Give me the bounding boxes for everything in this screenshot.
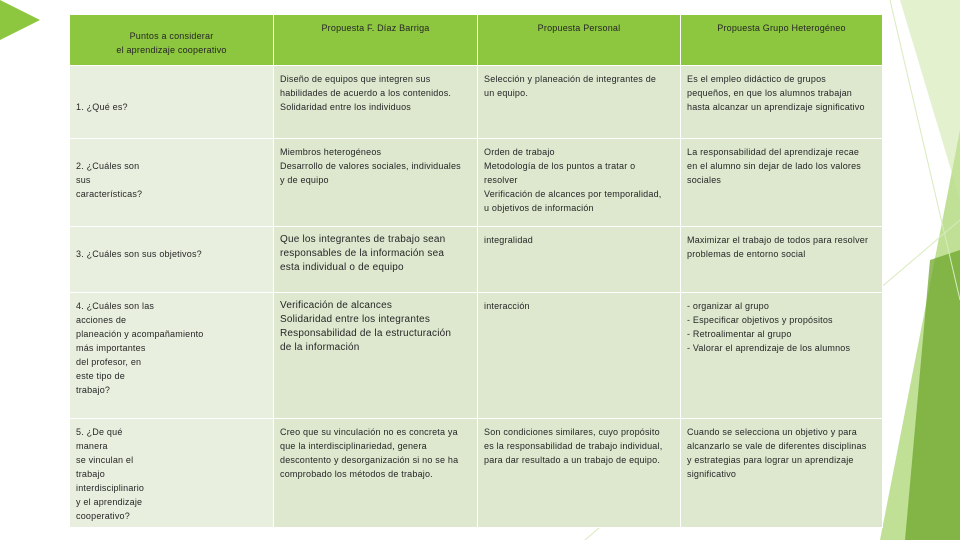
personal-cell: interacción <box>478 293 681 419</box>
question-cell: 2. ¿Cuáles son sus características? <box>70 139 274 227</box>
table-row <box>70 66 883 139</box>
table-row <box>70 419 883 528</box>
question-cell: 1. ¿Qué es? <box>70 66 274 139</box>
question-cell: 5. ¿De qué manera se vinculan el trabajo interdisciplinario y el aprendizaje cooperativo? <box>70 419 274 528</box>
green-triangle-left-icon <box>0 0 40 40</box>
diaz-barriga-cell: Verificación de alcances Solidaridad entre los integrantes Responsabilidad de la estructuración de la información <box>274 293 478 419</box>
heterogeneous-cell: Cuando se selecciona un objetivo y para alcanzarlo se vale de diferentes disciplinas y estrategias para lograr un aprendizaje significativo <box>681 419 883 528</box>
diaz-barriga-cell: Miembros heterogéneos Desarrollo de valores sociales, individuales y de equipo <box>274 139 478 227</box>
personal-cell: Son condiciones similares, cuyo propósito es la responsabilidad de trabajo individual, para dar resultado a un trabajo de equipo. <box>478 419 681 528</box>
question-cell: 3. ¿Cuáles son sus objetivos? <box>70 227 274 293</box>
header-row <box>70 15 883 66</box>
heterogeneous-cell: - organizar al grupo - Especificar objetivos y propósitos - Retroalimentar al grupo - Valorar el aprendizaje de los alumnos <box>681 293 883 419</box>
heterogeneous-cell: Es el empleo didáctico de grupos pequeños, en que los alumnos trabajan hasta alcanzar un aprendizaje significativo <box>681 66 883 139</box>
table-row <box>70 227 883 293</box>
heterogeneous-cell: Maximizar el trabajo de todos para resolver problemas de entorno social <box>681 227 883 293</box>
header-diaz-barriga: Propuesta F. Díaz Barriga <box>274 15 478 66</box>
cooperative-learning-table <box>69 14 883 528</box>
header-points: Puntos a considerar el aprendizaje cooperativo <box>70 15 274 66</box>
personal-cell: Selección y planeación de integrantes de un equipo. <box>478 66 681 139</box>
personal-cell: Orden de trabajo Metodología de los puntos a tratar o resolver Verificación de alcances por temporalidad, u objetivos de información <box>478 139 681 227</box>
question-cell: 4. ¿Cuáles son las acciones de planeación y acompañamiento más importantes del profesor, en este tipo de trabajo? <box>70 293 274 419</box>
table-row <box>70 293 883 419</box>
diaz-barriga-cell: Que los integrantes de trabajo sean responsables de la información sea esta individual o de equipo <box>274 227 478 293</box>
personal-cell: integralidad <box>478 227 681 293</box>
header-heterogeneous-group: Propuesta Grupo Heterogéneo <box>681 15 883 66</box>
heterogeneous-cell: La responsabilidad del aprendizaje recae en el alumno sin dejar de lado los valores sociales <box>681 139 883 227</box>
diaz-barriga-cell: Diseño de equipos que integren sus habilidades de acuerdo a los contenidos. Solidaridad entre los individuos <box>274 66 478 139</box>
table-row <box>70 139 883 227</box>
header-personal: Propuesta Personal <box>478 15 681 66</box>
diaz-barriga-cell: Creo que su vinculación no es concreta ya que la interdisciplinariedad, genera descontento y desorganización si no se ha comprobado los métodos de trabajo. <box>274 419 478 528</box>
